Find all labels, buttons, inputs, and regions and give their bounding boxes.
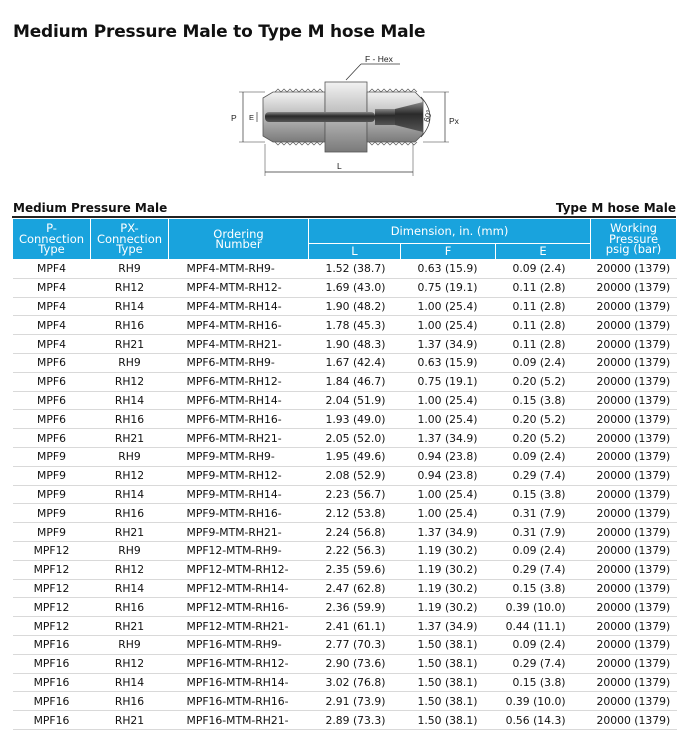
table-row xyxy=(13,429,677,448)
page-title: Medium Pressure Male to Type M hose Male xyxy=(13,22,426,42)
header-l: L xyxy=(309,244,401,260)
table-row xyxy=(13,391,677,410)
cell-e: 0.11 (2.8) xyxy=(496,316,591,335)
cell-l: 2.12 (53.8) xyxy=(309,504,401,523)
cell-l: 2.35 (59.6) xyxy=(309,560,401,579)
cell-working-pressure: 20000 (1379) xyxy=(591,523,677,542)
header-f: F xyxy=(401,244,496,260)
table-row xyxy=(13,297,677,316)
cell-f: 1.19 (30.2) xyxy=(401,579,496,598)
cell-f: 1.37 (34.9) xyxy=(401,523,496,542)
cell-e: 0.39 (10.0) xyxy=(496,692,591,711)
angle-label: 60° xyxy=(422,109,434,124)
cell-working-pressure: 20000 (1379) xyxy=(591,692,677,711)
table-row xyxy=(13,466,677,485)
cell-working-pressure: 20000 (1379) xyxy=(591,429,677,448)
cell-f: 1.50 (38.1) xyxy=(401,635,496,654)
cell-f: 1.00 (25.4) xyxy=(401,316,496,335)
cell-px-connection: RH9 xyxy=(91,635,169,654)
cell-p-connection: MPF9 xyxy=(13,485,91,504)
cell-p-connection: MPF12 xyxy=(13,598,91,617)
table-row xyxy=(13,504,677,523)
cell-l: 1.93 (49.0) xyxy=(309,410,401,429)
cell-ordering-number: MPF6-MTM-RH16- xyxy=(169,410,309,429)
cell-l: 2.24 (56.8) xyxy=(309,523,401,542)
cell-l: 1.90 (48.2) xyxy=(309,297,401,316)
cell-e: 0.56 (14.3) xyxy=(496,711,591,730)
cell-e: 0.09 (2.4) xyxy=(496,635,591,654)
cell-px-connection: RH16 xyxy=(91,410,169,429)
cell-p-connection: MPF9 xyxy=(13,504,91,523)
cell-f: 1.50 (38.1) xyxy=(401,654,496,673)
cell-px-connection: RH21 xyxy=(91,335,169,354)
cell-working-pressure: 20000 (1379) xyxy=(591,560,677,579)
table-row xyxy=(13,485,677,504)
cell-working-pressure: 20000 (1379) xyxy=(591,391,677,410)
cell-px-connection: RH14 xyxy=(91,485,169,504)
cell-e: 0.15 (3.8) xyxy=(496,485,591,504)
cell-f: 1.00 (25.4) xyxy=(401,504,496,523)
cell-f: 1.37 (34.9) xyxy=(401,617,496,636)
cell-e: 0.09 (2.4) xyxy=(496,353,591,372)
cell-px-connection: RH21 xyxy=(91,617,169,636)
cell-ordering-number: MPF16-MTM-RH14- xyxy=(169,673,309,692)
cell-px-connection: RH12 xyxy=(91,560,169,579)
table-row xyxy=(13,372,677,391)
cell-working-pressure: 20000 (1379) xyxy=(591,635,677,654)
l-label: L xyxy=(337,161,342,171)
subheader-right: Type M hose Male xyxy=(555,201,676,215)
header-dimension: Dimension, in. (mm) xyxy=(309,219,591,244)
cell-px-connection: RH16 xyxy=(91,316,169,335)
table-row xyxy=(13,353,677,372)
cell-f: 1.19 (30.2) xyxy=(401,598,496,617)
cell-l: 2.22 (56.3) xyxy=(309,541,401,560)
cell-l: 1.95 (49.6) xyxy=(309,447,401,466)
cell-f: 1.37 (34.9) xyxy=(401,429,496,448)
cell-p-connection: MPF16 xyxy=(13,654,91,673)
cell-p-connection: MPF12 xyxy=(13,579,91,598)
cell-p-connection: MPF6 xyxy=(13,429,91,448)
cell-working-pressure: 20000 (1379) xyxy=(591,711,677,730)
cell-f: 0.63 (15.9) xyxy=(401,260,496,279)
cell-working-pressure: 20000 (1379) xyxy=(591,353,677,372)
table-row xyxy=(13,560,677,579)
cell-ordering-number: MPF9-MTM-RH21- xyxy=(169,523,309,542)
cell-px-connection: RH16 xyxy=(91,598,169,617)
cell-e: 0.31 (7.9) xyxy=(496,523,591,542)
hex-label: F - Hex xyxy=(365,54,393,64)
cell-ordering-number: MPF12-MTM-RH21- xyxy=(169,617,309,636)
cell-e: 0.09 (2.4) xyxy=(496,541,591,560)
cell-working-pressure: 20000 (1379) xyxy=(591,485,677,504)
table-row xyxy=(13,278,677,297)
cell-l: 2.90 (73.6) xyxy=(309,654,401,673)
cell-l: 3.02 (76.8) xyxy=(309,673,401,692)
cell-ordering-number: MPF12-MTM-RH14- xyxy=(169,579,309,598)
cell-l: 1.69 (43.0) xyxy=(309,278,401,297)
cell-px-connection: RH9 xyxy=(91,541,169,560)
cell-f: 1.37 (34.9) xyxy=(401,335,496,354)
cell-px-connection: RH14 xyxy=(91,391,169,410)
cell-ordering-number: MPF4-MTM-RH21- xyxy=(169,335,309,354)
cell-e: 0.15 (3.8) xyxy=(496,579,591,598)
cell-e: 0.11 (2.8) xyxy=(496,297,591,316)
cell-p-connection: MPF6 xyxy=(13,353,91,372)
cell-e: 0.20 (5.2) xyxy=(496,429,591,448)
cell-p-connection: MPF6 xyxy=(13,391,91,410)
cell-e: 0.29 (7.4) xyxy=(496,560,591,579)
header-ordering-number: Ordering Number xyxy=(169,219,309,260)
cell-p-connection: MPF9 xyxy=(13,523,91,542)
cell-f: 0.63 (15.9) xyxy=(401,353,496,372)
cell-e: 0.09 (2.4) xyxy=(496,447,591,466)
cell-px-connection: RH21 xyxy=(91,429,169,448)
cell-f: 1.00 (25.4) xyxy=(401,410,496,429)
cell-p-connection: MPF12 xyxy=(13,617,91,636)
dimension-table xyxy=(12,218,677,730)
table-row xyxy=(13,692,677,711)
cell-working-pressure: 20000 (1379) xyxy=(591,372,677,391)
cell-f: 0.75 (19.1) xyxy=(401,372,496,391)
table-row xyxy=(13,579,677,598)
cell-ordering-number: MPF4-MTM-RH14- xyxy=(169,297,309,316)
cell-e: 0.39 (10.0) xyxy=(496,598,591,617)
cell-e: 0.44 (11.1) xyxy=(496,617,591,636)
cell-p-connection: MPF6 xyxy=(13,372,91,391)
cell-l: 2.91 (73.9) xyxy=(309,692,401,711)
table-row xyxy=(13,617,677,636)
e-label: E xyxy=(249,113,255,122)
cell-working-pressure: 20000 (1379) xyxy=(591,541,677,560)
cell-p-connection: MPF9 xyxy=(13,466,91,485)
cell-f: 1.50 (38.1) xyxy=(401,711,496,730)
cell-l: 1.78 (45.3) xyxy=(309,316,401,335)
px-label: Px xyxy=(449,116,459,126)
table-row xyxy=(13,447,677,466)
cell-p-connection: MPF16 xyxy=(13,711,91,730)
cell-l: 2.08 (52.9) xyxy=(309,466,401,485)
header-working-pressure: Working Pressure psig (bar) xyxy=(591,219,677,260)
table-row xyxy=(13,316,677,335)
cell-px-connection: RH9 xyxy=(91,260,169,279)
cell-working-pressure: 20000 (1379) xyxy=(591,598,677,617)
cell-f: 0.94 (23.8) xyxy=(401,466,496,485)
cell-p-connection: MPF9 xyxy=(13,447,91,466)
header-e: E xyxy=(496,244,591,260)
cell-ordering-number: MPF16-MTM-RH12- xyxy=(169,654,309,673)
cell-e: 0.20 (5.2) xyxy=(496,372,591,391)
cell-working-pressure: 20000 (1379) xyxy=(591,579,677,598)
cell-l: 1.90 (48.3) xyxy=(309,335,401,354)
cell-ordering-number: MPF6-MTM-RH9- xyxy=(169,353,309,372)
cell-working-pressure: 20000 (1379) xyxy=(591,297,677,316)
table-row xyxy=(13,523,677,542)
cell-working-pressure: 20000 (1379) xyxy=(591,617,677,636)
cell-px-connection: RH16 xyxy=(91,692,169,711)
header-px-connection: PX- Connection Type xyxy=(91,219,169,260)
cell-p-connection: MPF4 xyxy=(13,335,91,354)
table-row xyxy=(13,335,677,354)
cell-l: 2.23 (56.7) xyxy=(309,485,401,504)
cell-ordering-number: MPF4-MTM-RH9- xyxy=(169,260,309,279)
cell-f: 1.00 (25.4) xyxy=(401,297,496,316)
cell-f: 1.19 (30.2) xyxy=(401,560,496,579)
cell-px-connection: RH9 xyxy=(91,353,169,372)
table-row xyxy=(13,635,677,654)
cell-working-pressure: 20000 (1379) xyxy=(591,335,677,354)
table-row xyxy=(13,673,677,692)
cell-e: 0.29 (7.4) xyxy=(496,654,591,673)
cell-working-pressure: 20000 (1379) xyxy=(591,410,677,429)
cell-px-connection: RH14 xyxy=(91,297,169,316)
cell-f: 1.50 (38.1) xyxy=(401,692,496,711)
cell-ordering-number: MPF4-MTM-RH12- xyxy=(169,278,309,297)
cell-ordering-number: MPF6-MTM-RH14- xyxy=(169,391,309,410)
cell-p-connection: MPF16 xyxy=(13,673,91,692)
table-row xyxy=(13,598,677,617)
cell-working-pressure: 20000 (1379) xyxy=(591,504,677,523)
cell-e: 0.29 (7.4) xyxy=(496,466,591,485)
cell-p-connection: MPF12 xyxy=(13,560,91,579)
cell-e: 0.31 (7.9) xyxy=(496,504,591,523)
cell-l: 1.67 (42.4) xyxy=(309,353,401,372)
cell-f: 0.75 (19.1) xyxy=(401,278,496,297)
cell-working-pressure: 20000 (1379) xyxy=(591,278,677,297)
cell-l: 2.05 (52.0) xyxy=(309,429,401,448)
cell-ordering-number: MPF12-MTM-RH9- xyxy=(169,541,309,560)
cell-ordering-number: MPF9-MTM-RH14- xyxy=(169,485,309,504)
cell-l: 2.41 (61.1) xyxy=(309,617,401,636)
cell-p-connection: MPF6 xyxy=(13,410,91,429)
cell-p-connection: MPF16 xyxy=(13,635,91,654)
cell-p-connection: MPF4 xyxy=(13,278,91,297)
cell-l: 2.36 (59.9) xyxy=(309,598,401,617)
table-row xyxy=(13,541,677,560)
subheader-left: Medium Pressure Male xyxy=(13,201,168,215)
cell-f: 1.00 (25.4) xyxy=(401,485,496,504)
table-row xyxy=(13,260,677,279)
cell-p-connection: MPF4 xyxy=(13,260,91,279)
cell-e: 0.11 (2.8) xyxy=(496,278,591,297)
cell-f: 1.50 (38.1) xyxy=(401,673,496,692)
cell-ordering-number: MPF16-MTM-RH9- xyxy=(169,635,309,654)
cell-px-connection: RH9 xyxy=(91,447,169,466)
cell-px-connection: RH12 xyxy=(91,278,169,297)
cell-working-pressure: 20000 (1379) xyxy=(591,673,677,692)
cell-px-connection: RH21 xyxy=(91,523,169,542)
cell-ordering-number: MPF16-MTM-RH21- xyxy=(169,711,309,730)
cell-f: 0.94 (23.8) xyxy=(401,447,496,466)
cell-e: 0.20 (5.2) xyxy=(496,410,591,429)
cell-e: 0.15 (3.8) xyxy=(496,673,591,692)
cell-e: 0.15 (3.8) xyxy=(496,391,591,410)
cell-ordering-number: MPF9-MTM-RH16- xyxy=(169,504,309,523)
cell-ordering-number: MPF6-MTM-RH12- xyxy=(169,372,309,391)
cell-px-connection: RH14 xyxy=(91,673,169,692)
cell-ordering-number: MPF9-MTM-RH9- xyxy=(169,447,309,466)
cell-l: 2.89 (73.3) xyxy=(309,711,401,730)
cell-p-connection: MPF12 xyxy=(13,541,91,560)
table-row xyxy=(13,410,677,429)
cell-l: 1.52 (38.7) xyxy=(309,260,401,279)
cell-f: 1.19 (30.2) xyxy=(401,541,496,560)
cell-ordering-number: MPF9-MTM-RH12- xyxy=(169,466,309,485)
cell-ordering-number: MPF12-MTM-RH16- xyxy=(169,598,309,617)
cell-p-connection: MPF4 xyxy=(13,316,91,335)
cell-px-connection: RH16 xyxy=(91,504,169,523)
cell-ordering-number: MPF12-MTM-RH12- xyxy=(169,560,309,579)
cell-l: 2.47 (62.8) xyxy=(309,579,401,598)
cell-ordering-number: MPF6-MTM-RH21- xyxy=(169,429,309,448)
cell-working-pressure: 20000 (1379) xyxy=(591,654,677,673)
cell-ordering-number: MPF4-MTM-RH16- xyxy=(169,316,309,335)
cell-working-pressure: 20000 (1379) xyxy=(591,447,677,466)
cell-px-connection: RH21 xyxy=(91,711,169,730)
cell-px-connection: RH12 xyxy=(91,466,169,485)
cell-e: 0.11 (2.8) xyxy=(496,335,591,354)
cell-working-pressure: 20000 (1379) xyxy=(591,260,677,279)
cell-p-connection: MPF4 xyxy=(13,297,91,316)
cell-px-connection: RH12 xyxy=(91,372,169,391)
cell-working-pressure: 20000 (1379) xyxy=(591,316,677,335)
fitting-diagram xyxy=(225,52,465,182)
table-row xyxy=(13,711,677,730)
header-p-connection: P- Connection Type xyxy=(13,219,91,260)
cell-p-connection: MPF16 xyxy=(13,692,91,711)
cell-px-connection: RH12 xyxy=(91,654,169,673)
cell-e: 0.09 (2.4) xyxy=(496,260,591,279)
cell-ordering-number: MPF16-MTM-RH16- xyxy=(169,692,309,711)
cell-l: 2.04 (51.9) xyxy=(309,391,401,410)
p-label: P xyxy=(231,113,237,123)
cell-px-connection: RH14 xyxy=(91,579,169,598)
cell-l: 2.77 (70.3) xyxy=(309,635,401,654)
cell-working-pressure: 20000 (1379) xyxy=(591,466,677,485)
cell-f: 1.00 (25.4) xyxy=(401,391,496,410)
cell-l: 1.84 (46.7) xyxy=(309,372,401,391)
table-row xyxy=(13,654,677,673)
